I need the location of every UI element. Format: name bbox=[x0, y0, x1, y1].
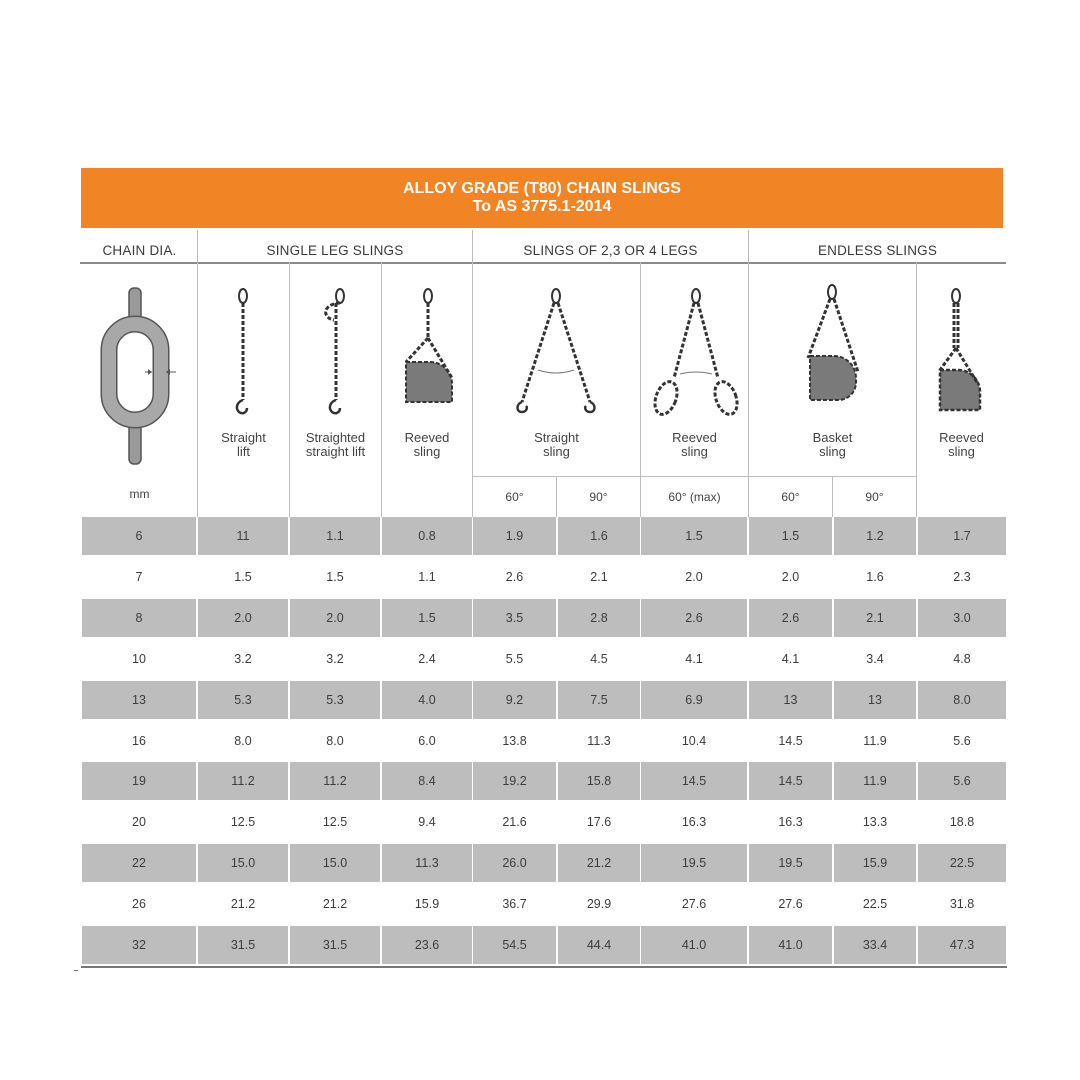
wll-cell: 1.5 bbox=[326, 569, 344, 584]
wll-cell: 0.8 bbox=[382, 517, 472, 555]
table-row bbox=[82, 803, 1006, 844]
wll-cell: 21.2 bbox=[322, 897, 348, 912]
table-row bbox=[82, 599, 1006, 640]
header-top-rule bbox=[80, 262, 1006, 264]
wll-cell: 27.6 bbox=[681, 897, 707, 912]
wll-cell: 27.6 bbox=[778, 897, 803, 912]
wll-cell: 15.0 bbox=[290, 844, 380, 882]
wll-cell: 10.4 bbox=[681, 733, 707, 748]
reeved-sling-multi-label: Reeved sling bbox=[672, 430, 717, 459]
wll-cell: 2.8 bbox=[558, 599, 640, 637]
chain-dia-cell: 20 bbox=[132, 815, 146, 830]
wll-cell: 21.2 bbox=[230, 897, 256, 912]
wll-cell: 2.4 bbox=[418, 651, 436, 666]
wll-cell: 1.6 bbox=[558, 517, 640, 555]
endless-heading: ENDLESS SLINGS bbox=[817, 243, 938, 258]
wll-cell: 22.5 bbox=[862, 897, 888, 912]
angle-label: 90° bbox=[865, 490, 884, 504]
wll-cell: 2.3 bbox=[953, 569, 971, 584]
wll-cell: 1.9 bbox=[473, 517, 556, 555]
table-bottom-rule bbox=[81, 966, 1007, 968]
wll-cell: 31.8 bbox=[949, 897, 975, 912]
wll-cell: 15.0 bbox=[198, 844, 288, 882]
divider bbox=[916, 262, 917, 517]
chain-dia-cell: 13 bbox=[82, 681, 196, 719]
wll-cell: 21.2 bbox=[558, 844, 640, 882]
wll-cell: 4.1 bbox=[781, 651, 800, 666]
wll-cell: 3.2 bbox=[234, 651, 252, 666]
wll-cell: 3.2 bbox=[326, 651, 344, 666]
wll-cell: 2.1 bbox=[834, 599, 916, 637]
wll-cell: 9.4 bbox=[418, 815, 436, 830]
two-leg-straight-sling-icon bbox=[510, 288, 602, 420]
wll-cell: 12.5 bbox=[230, 815, 256, 830]
wll-cell: 1.5 bbox=[382, 599, 472, 637]
wll-cell: 3.5 bbox=[473, 599, 556, 637]
wll-cell: 18.8 bbox=[949, 815, 975, 830]
wll-cell: 5.6 bbox=[953, 733, 971, 748]
wll-cell: 14.5 bbox=[749, 762, 832, 800]
wll-cell: 21.6 bbox=[502, 815, 527, 830]
wll-cell: 13.8 bbox=[502, 733, 527, 748]
wll-cell: 1.6 bbox=[866, 569, 884, 584]
straight-sling-label: Straight sling bbox=[534, 430, 579, 459]
wll-cell: 1.7 bbox=[918, 517, 1006, 555]
table-title: ALLOY GRADE (T80) CHAIN SLINGS bbox=[403, 180, 681, 197]
wll-cell: 44.4 bbox=[558, 926, 640, 964]
wll-cell: 2.6 bbox=[505, 569, 524, 584]
wll-cell: 4.5 bbox=[590, 651, 608, 666]
wll-cell: 36.7 bbox=[502, 897, 527, 912]
wll-cell: 16.3 bbox=[778, 815, 803, 830]
multi-leg-heading: SLINGS OF 2,3 OR 4 LEGS bbox=[523, 243, 698, 258]
wll-cell: 1.5 bbox=[749, 517, 832, 555]
wll-cell: 41.0 bbox=[749, 926, 832, 964]
wll-cell: 3.0 bbox=[918, 599, 1006, 637]
divider bbox=[381, 262, 382, 517]
wll-cell: 54.5 bbox=[473, 926, 556, 964]
wll-cell: 11.3 bbox=[382, 844, 472, 882]
wll-cell: 19.2 bbox=[473, 762, 556, 800]
straighted-straight-lift-sling-icon bbox=[314, 288, 354, 420]
wll-cell: 15.8 bbox=[558, 762, 640, 800]
chain-dia-cell: 22 bbox=[82, 844, 196, 882]
wll-cell: 41.0 bbox=[641, 926, 747, 964]
wll-cell: 7.5 bbox=[558, 681, 640, 719]
wll-cell: 15.9 bbox=[834, 844, 916, 882]
table-row bbox=[82, 681, 1006, 722]
reeved-single-sling-icon bbox=[400, 288, 456, 408]
wll-cell: 5.3 bbox=[290, 681, 380, 719]
divider bbox=[74, 970, 78, 971]
wll-cell: 15.9 bbox=[414, 897, 440, 912]
wll-cell: 1.1 bbox=[290, 517, 380, 555]
wll-cell: 17.6 bbox=[586, 815, 612, 830]
divider bbox=[472, 230, 473, 517]
wll-cell: 2.0 bbox=[198, 599, 288, 637]
chain-dia-cell: 8 bbox=[82, 599, 196, 637]
wll-cell: 9.2 bbox=[473, 681, 556, 719]
wll-cell: 22.5 bbox=[918, 844, 1006, 882]
table-row bbox=[82, 885, 1006, 926]
angle-row-rule bbox=[473, 476, 916, 477]
wll-cell: 31.5 bbox=[290, 926, 380, 964]
table-row bbox=[82, 844, 1006, 885]
wll-cell: 29.9 bbox=[586, 897, 612, 912]
single-leg-heading: SINGLE LEG SLINGS bbox=[266, 243, 404, 258]
table-row bbox=[82, 926, 1006, 967]
wll-cell: 11.3 bbox=[587, 733, 611, 748]
straight-lift-label: Straight lift bbox=[221, 430, 266, 459]
wll-cell: 11.9 bbox=[863, 733, 887, 748]
wll-cell: 6.0 bbox=[418, 733, 436, 748]
wll-cell: 13.3 bbox=[862, 815, 888, 830]
wll-cell: 2.0 bbox=[290, 599, 380, 637]
table-row bbox=[82, 517, 1006, 558]
wll-cell: 23.6 bbox=[382, 926, 472, 964]
wll-cell: 26.0 bbox=[473, 844, 556, 882]
wll-cell: 5.5 bbox=[505, 651, 524, 666]
wll-cell: 1.2 bbox=[834, 517, 916, 555]
wll-cell: 8.0 bbox=[918, 681, 1006, 719]
wll-cell: 11.2 bbox=[198, 762, 288, 800]
wll-cell: 31.5 bbox=[198, 926, 288, 964]
wll-cell: 1.5 bbox=[234, 569, 252, 584]
wll-cell: 2.0 bbox=[781, 569, 800, 584]
chain-dia-cell: 19 bbox=[82, 762, 196, 800]
wll-cell: 13 bbox=[749, 681, 832, 719]
divider bbox=[197, 230, 198, 517]
chain-dia-cell: 7 bbox=[135, 569, 143, 584]
wll-cell: 1.5 bbox=[641, 517, 747, 555]
table-title-banner bbox=[81, 168, 1003, 228]
wll-cell: 4.1 bbox=[685, 651, 703, 666]
angle-label: 90° bbox=[589, 490, 608, 504]
straighted-straight-lift-label: Straighted straight lift bbox=[305, 430, 366, 459]
basket-sling-label: Basket sling bbox=[812, 430, 853, 459]
wll-cell: 47.3 bbox=[918, 926, 1006, 964]
wll-cell: 12.5 bbox=[322, 815, 348, 830]
wll-cell: 2.6 bbox=[749, 599, 832, 637]
wll-cell: 2.6 bbox=[641, 599, 747, 637]
chain-dia-cell: 10 bbox=[132, 651, 146, 666]
reeved-endless-sling-icon bbox=[934, 288, 990, 414]
chain-link-icon bbox=[100, 288, 180, 464]
table-row bbox=[82, 640, 1006, 681]
table-row bbox=[82, 762, 1006, 803]
wll-cell: 5.6 bbox=[918, 762, 1006, 800]
chain-dia-cell: 16 bbox=[132, 733, 146, 748]
wll-cell: 14.5 bbox=[641, 762, 747, 800]
reeved-sling-single-label: Reeved sling bbox=[404, 430, 450, 459]
wll-cell: 4.8 bbox=[953, 651, 971, 666]
reeved-sling-endless-label: Reeved sling bbox=[939, 430, 984, 459]
divider bbox=[748, 230, 749, 517]
straight-lift-sling-icon bbox=[233, 288, 253, 420]
wll-cell: 11.2 bbox=[290, 762, 380, 800]
chain-dia-cell: 6 bbox=[82, 517, 196, 555]
wll-cell: 4.0 bbox=[382, 681, 472, 719]
wll-cell: 1.1 bbox=[418, 569, 436, 584]
wll-cell: 13 bbox=[834, 681, 916, 719]
wll-cell: 8.0 bbox=[234, 733, 252, 748]
wll-cell: 33.4 bbox=[834, 926, 916, 964]
two-leg-reeved-sling-icon bbox=[650, 288, 742, 420]
wll-cell: 3.4 bbox=[866, 651, 884, 666]
wll-cell: 19.5 bbox=[641, 844, 747, 882]
chain-dia-cell: 32 bbox=[82, 926, 196, 964]
wll-cell: 8.4 bbox=[382, 762, 472, 800]
wll-cell: 11.9 bbox=[834, 762, 916, 800]
table-row bbox=[82, 722, 1006, 763]
divider bbox=[640, 262, 641, 517]
wll-cell: 2.0 bbox=[685, 569, 703, 584]
angle-label: 60° bbox=[781, 490, 800, 504]
wll-cell: 14.5 bbox=[778, 733, 803, 748]
wll-cell: 19.5 bbox=[749, 844, 832, 882]
wll-cell: 5.3 bbox=[198, 681, 288, 719]
wll-cell: 16.3 bbox=[681, 815, 707, 830]
basket-sling-icon bbox=[800, 284, 864, 404]
wll-cell: 11 bbox=[198, 517, 288, 555]
wll-cell: 6.9 bbox=[641, 681, 747, 719]
angle-label: 60° bbox=[505, 490, 524, 504]
chain-dia-heading: CHAIN DIA. bbox=[102, 243, 177, 258]
divider bbox=[289, 262, 290, 517]
wll-cell: 8.0 bbox=[326, 733, 344, 748]
table-subtitle: To AS 3775.1-2014 bbox=[472, 198, 612, 215]
table-row bbox=[82, 558, 1006, 599]
wll-cell: 2.1 bbox=[590, 569, 608, 584]
chain-dia-cell: 26 bbox=[132, 897, 146, 912]
angle-label: 60° (max) bbox=[668, 490, 721, 504]
unit-label: mm bbox=[129, 487, 150, 501]
